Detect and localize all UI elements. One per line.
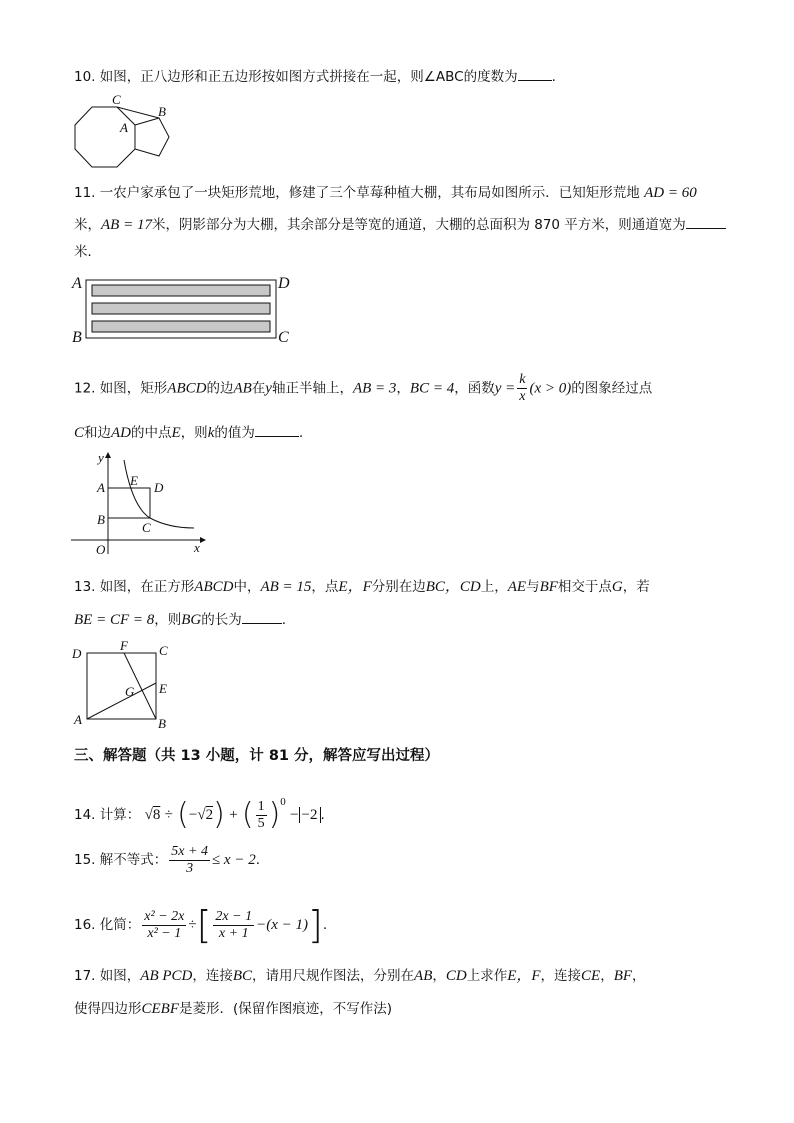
q13-label-a: A [74, 712, 82, 727]
section-three-heading: 三、解答题（共 13 小题，计 81 分，解答应写出过程） [74, 748, 440, 764]
q14-fraction: $\frac{1}{5}$ [257, 798, 265, 831]
q11-figure [68, 270, 298, 350]
q13-label-g: G [125, 684, 135, 699]
q11-label-a: A [72, 275, 82, 292]
q13-line2: BE = CF = 8，则BG的长为 . [74, 609, 286, 629]
q16-text: 16. 化简： $\frac{\text{x² − 2x}}{\text{x² − 1}}$ ÷[ $\frac{2x - 1}{x + 1}$ −(x − 1)]. [74, 903, 328, 947]
q10-label-b: B [158, 104, 166, 119]
q11-line2: 米，AB = 17米，阴影部分为大棚，其余部分是等宽的通道，大棚的总面积为 870 平方米，则通道宽为 [74, 214, 726, 234]
answer-blank [242, 609, 282, 624]
q12-label-b: B [97, 512, 105, 527]
q13-label-e: E [159, 681, 167, 696]
q13-label-f: F [120, 638, 128, 653]
q12-line2: C和边AD的中点E，则k的值为 . [74, 422, 303, 442]
q13-label-b: B [158, 716, 166, 731]
q12-label-y: y [98, 450, 104, 465]
q15-text: 15. 解不等式： $\frac{5x + 4}{3}$ ≤ x − 2. [74, 843, 261, 876]
q11-line3: 米． [74, 244, 101, 260]
q12-label-a: A [97, 480, 105, 495]
q12-label-c: C [142, 520, 151, 535]
q11-label-c: C [278, 329, 289, 346]
q13-figure [68, 638, 178, 733]
q10-text: 10. 如图，正八边形和正五边形按如图方式拼接在一起，则∠ABC的度数为 . [74, 66, 556, 86]
q16-fraction-1: $\frac{\text{x² − 2x}}{\text{x² − 1}}$ [144, 908, 185, 941]
q12-label-o: O [96, 542, 106, 557]
sqrt-8: √8 [144, 807, 161, 823]
q16-fraction-2: $\frac{2x - 1}{x + 1}$ [215, 908, 253, 941]
q12-label-e: E [130, 473, 138, 488]
q10-figure [68, 94, 178, 174]
q13-label-c: C [159, 643, 168, 658]
q13-label-d: D [72, 646, 82, 661]
q11-line1: 11. 一农户家承包了一块矩形荒地，修建了三个草莓种植大棚，其布局如图所示．已知矩形荒地 AD = 60 [74, 185, 697, 201]
q15-fraction: $\frac{5x + 4}{3}$ [171, 843, 208, 876]
q10-label-a: A [120, 120, 128, 135]
q11-label-d: D [278, 275, 290, 292]
q14-text: 14. 计算： √8 ÷ (−√2) + ( $\frac{1}{5}$ )$^0$ − −2 . [74, 796, 325, 832]
q17-line1: 17. 如图，AB PCD，连接BC，请用尺规作图法，分别在AB，CD上求作E，F，连接CE，BF， [74, 968, 646, 984]
answer-blank [518, 66, 552, 81]
q12-figure [68, 450, 218, 560]
q12-fraction: $\frac{k}{x}$ [519, 372, 526, 404]
q12-label-d: D [154, 480, 164, 495]
q12-line1: 12. 如图，矩形ABCD的边AB在y轴正半轴上，AB = 3，BC = 4，函数y = $\frac{k}{x}$ (x > 0)的图象经过点 [74, 372, 653, 404]
q10-label-c: C [112, 94, 121, 107]
q12-label-x: x [194, 540, 200, 555]
answer-blank [255, 422, 299, 437]
q11-label-b: B [72, 329, 82, 346]
answer-blank [686, 214, 726, 229]
q17-line2: 使得四边形CEBF是菱形．(保留作图痕迹，不写作法) [74, 1001, 393, 1017]
q13-line1: 13. 如图，在正方形ABCD中，AB = 15，点E，F分别在边BC，CD上，AE与BF相交于点G，若 [74, 579, 650, 595]
